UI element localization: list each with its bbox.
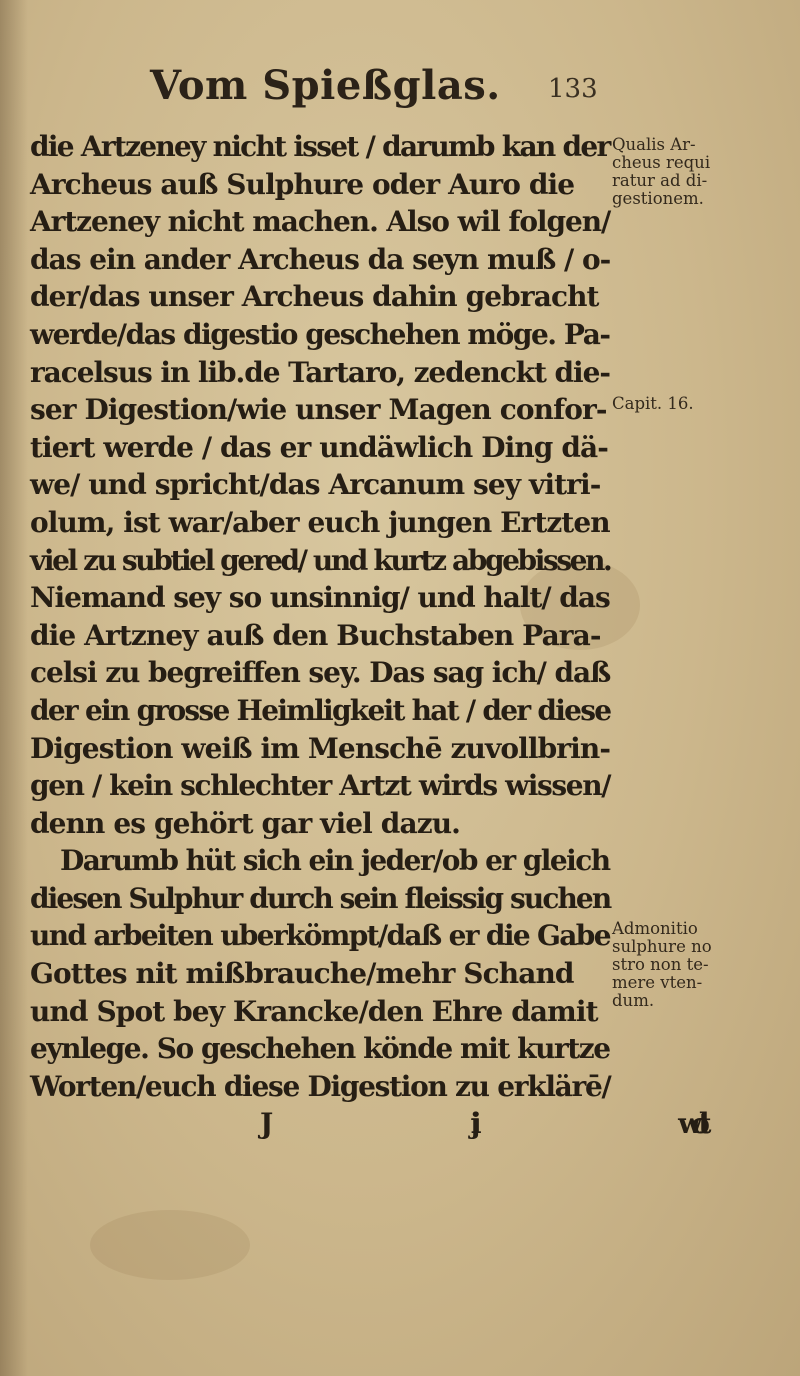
- text-line: Niemand sey so unsinnig/ und halt/ das: [30, 581, 610, 615]
- text-line: Gottes nit mißbrauche/mehr Schand: [30, 957, 574, 991]
- text-line: tiert werde / das er undäwlich Ding dä-: [30, 430, 608, 464]
- margin-note-line: ratur ad di-: [612, 171, 708, 190]
- text-line: die Artzney auß den Buchstaben Para-: [30, 618, 601, 652]
- text-line: Digestion weiß im Menschē zuvollbrin-: [30, 731, 611, 765]
- text-line: der/das unser Archeus dahin gebracht: [30, 280, 599, 314]
- text-line: celsi zu begreiffen sey. Das sag ich/ daß: [30, 656, 611, 690]
- text-line: das ein ander Archeus da seyn muß / o-: [30, 242, 611, 276]
- text-line: olum, ist war/aber euch jungen Ertzten: [30, 505, 610, 539]
- text-line: eynlege. So geschehen könde mit kurtze: [30, 1032, 610, 1066]
- margin-note-line: stro non te-: [612, 955, 709, 974]
- margin-note-admonitio: [612, 920, 792, 1010]
- gutter-shadow: [0, 0, 28, 1376]
- margin-note-line: cheus requi: [612, 153, 711, 172]
- text-line: denn es gehört gar viel dazu.: [30, 806, 460, 840]
- running-title: Vom Spießglas.: [150, 62, 501, 109]
- text-line: die Artzeney nicht isset / darumb kan der: [30, 130, 610, 163]
- text-line: we/ und spricht/das Arcanum sey vitri-: [30, 468, 601, 502]
- page-number: 133: [548, 74, 598, 104]
- text-line: viel zu subtiel gered/ und kurtz abgebissen.: [30, 543, 611, 577]
- text-line: werde/das digestio geschehen möge. Pa-: [30, 317, 610, 351]
- signature-catchword-line: J iij wolt: [260, 1107, 701, 1141]
- margin-note-line: mere vten-: [612, 973, 703, 992]
- margin-note-line: dum.: [612, 991, 655, 1010]
- margin-note-line: Admonitio: [612, 919, 698, 938]
- margin-note-line: gestionem.: [612, 189, 704, 208]
- text-line: diesen Sulphur durch sein fleissig suchen: [30, 881, 611, 915]
- text-line: Archeus auß Sulphure oder Auro die: [30, 167, 575, 201]
- text-line: Artzeney nicht machen. Also wil folgen/: [30, 205, 611, 239]
- margin-note-archeus: [612, 136, 792, 208]
- text-line: racelsus in lib.de Tartaro, zedenckt die-: [30, 355, 610, 389]
- text-line: Worten/euch diese Digestion zu erklärē/: [30, 1069, 611, 1103]
- margin-note-line: Capit. 16.: [612, 394, 694, 413]
- margin-note-line: Qualis Ar-: [612, 135, 696, 154]
- text-line: der ein grosse Heimligkeit hat / der diese: [30, 693, 611, 727]
- text-line: und Spot bey Krancke/den Ehre damit: [30, 994, 598, 1028]
- margin-note-chapter: [612, 395, 792, 413]
- text-line: Darumb hüt sich ein jeder/ob er gleich: [60, 844, 610, 878]
- margin-note-line: sulphure no: [612, 937, 712, 956]
- page-header: [150, 62, 780, 122]
- text-line: und arbeiten uberkömpt/daß er die Gabe: [30, 919, 610, 953]
- text-line: gen / kein schlechter Artzt wirds wissen/: [30, 769, 611, 803]
- paper-stain: [90, 1210, 250, 1280]
- text-line: ser Digestion/wie unser Magen confor-: [30, 393, 607, 427]
